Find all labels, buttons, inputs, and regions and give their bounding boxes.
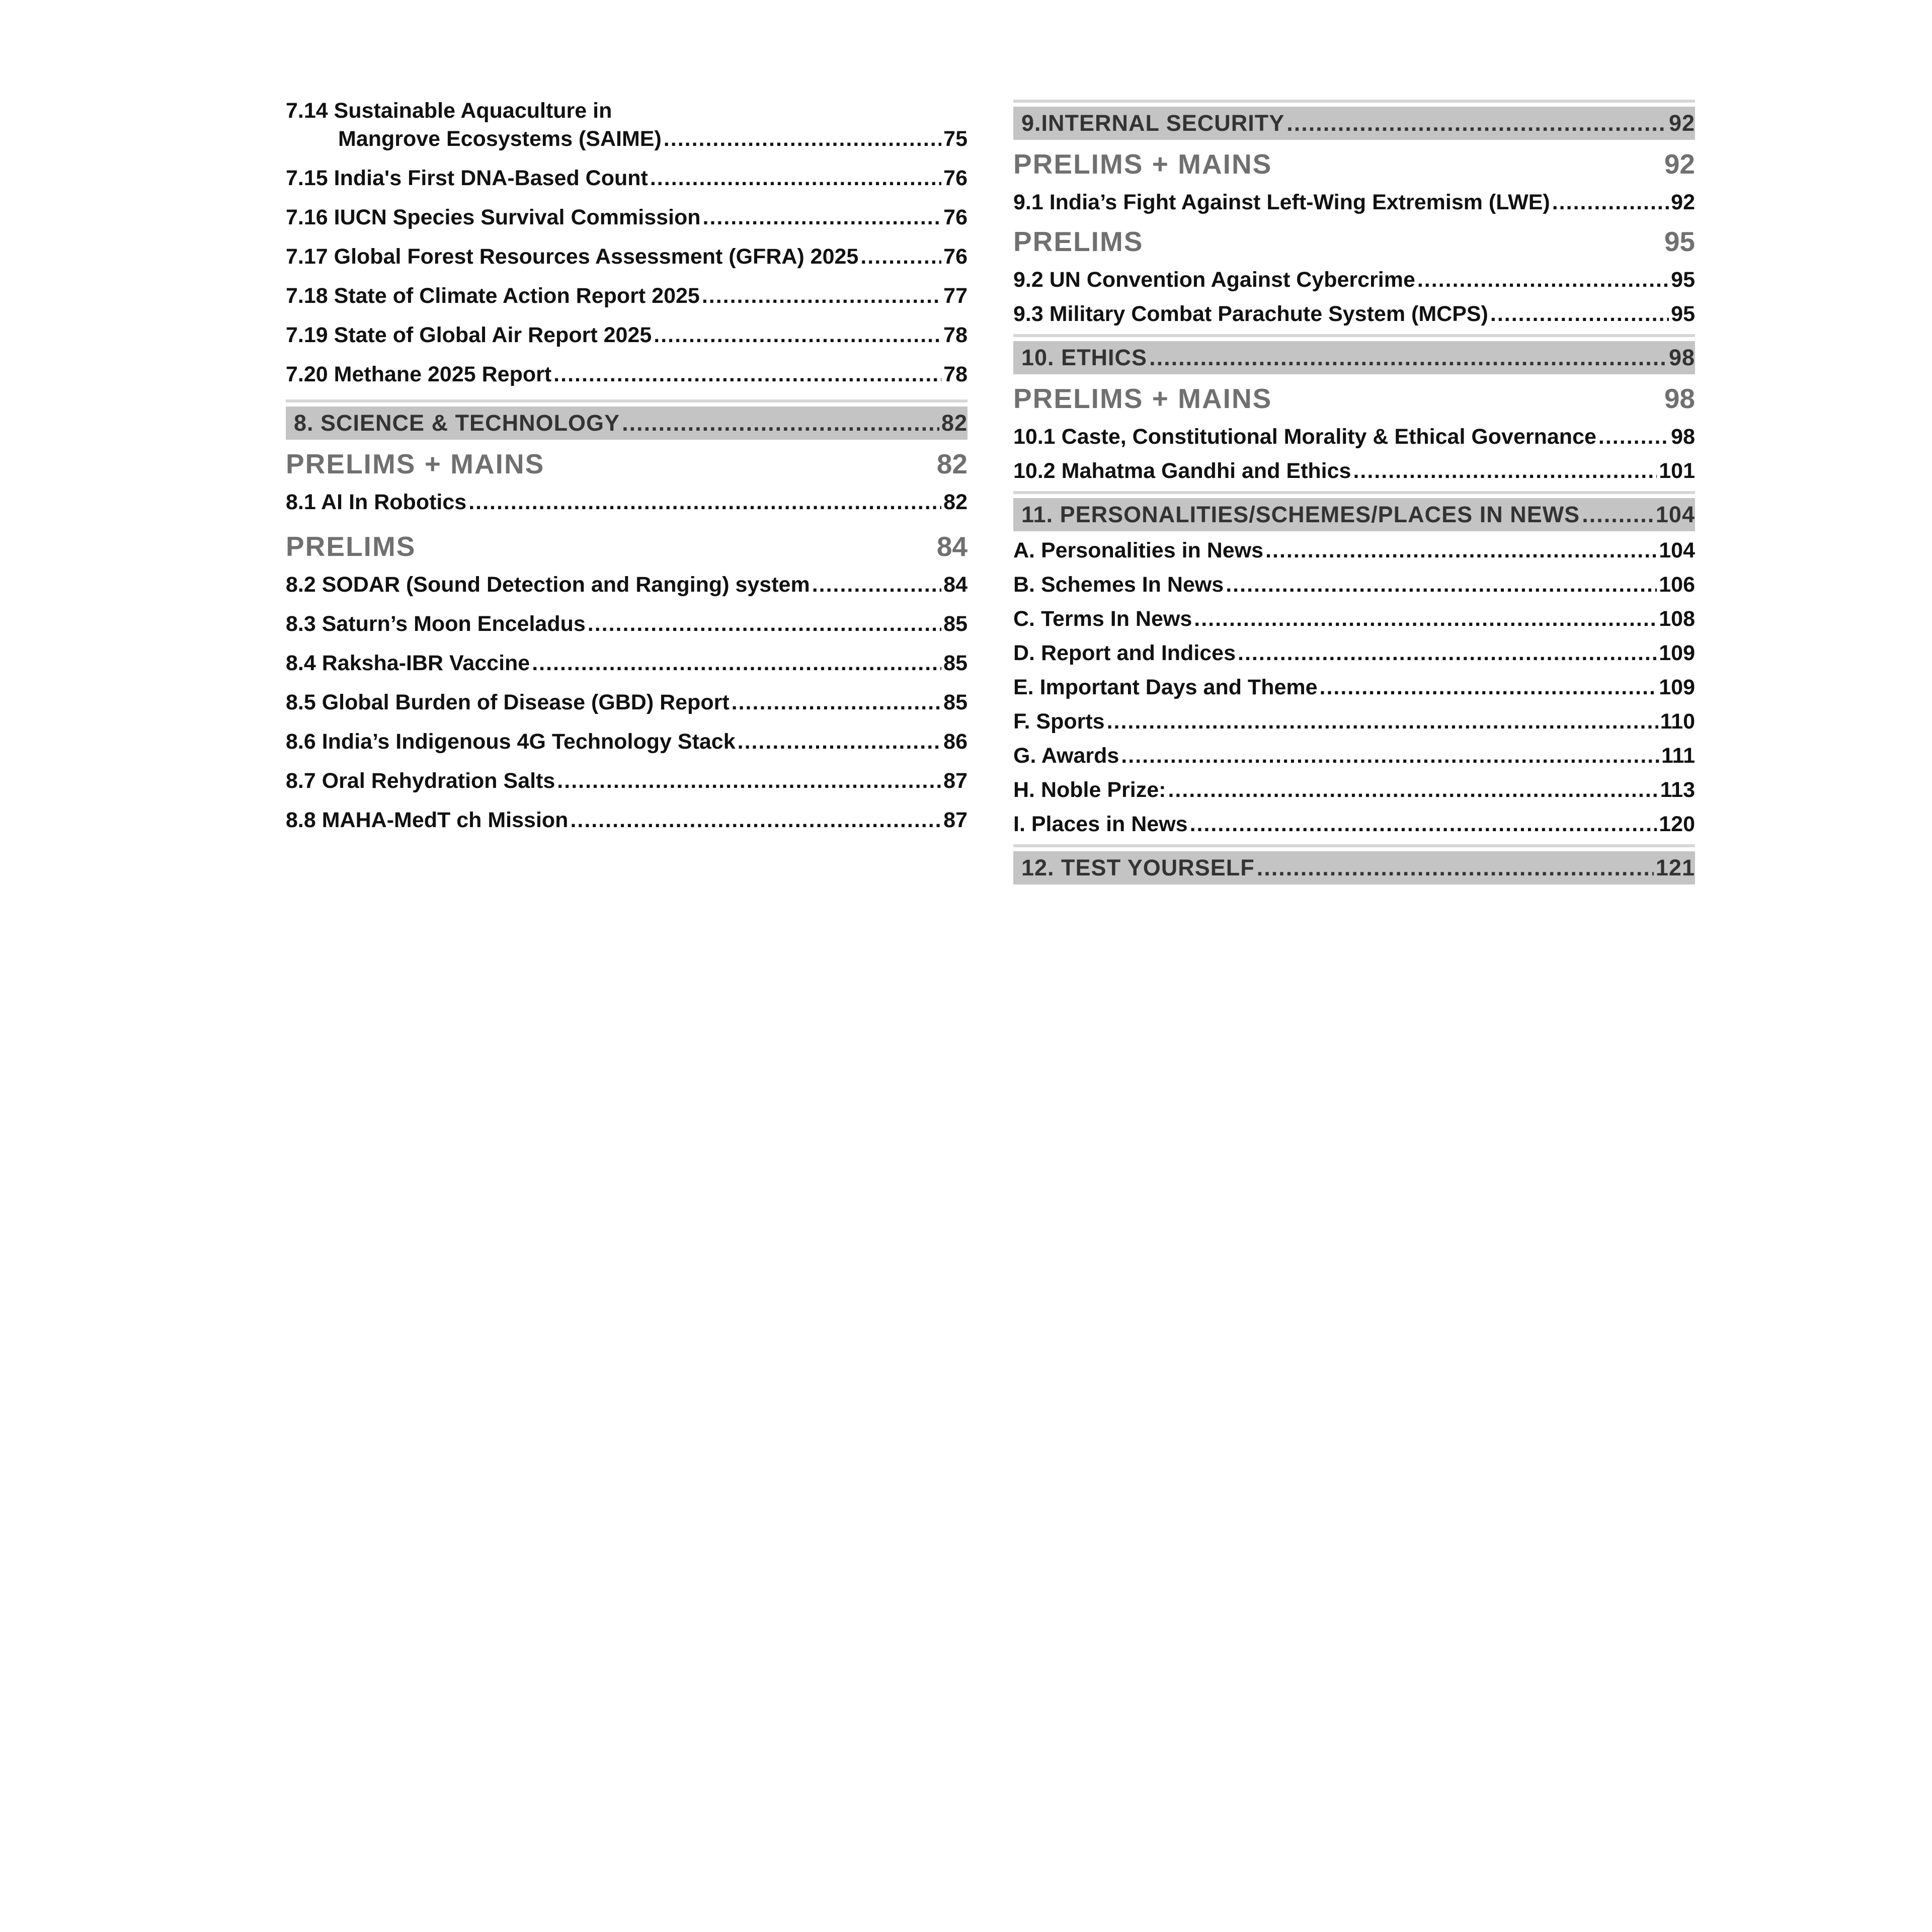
dot-leader [557, 767, 941, 795]
toc-entry-page: 75 [943, 127, 968, 151]
toc-entry[interactable] [1013, 639, 1695, 667]
toc-entry[interactable] [286, 282, 968, 310]
toc-entry-page: 78 [943, 362, 968, 386]
toc-entry-page: 78 [943, 323, 968, 347]
toc-entry-title: 7.14 Sustainable Aquaculture in [286, 99, 612, 123]
toc-entry[interactable] [1013, 707, 1695, 736]
dot-leader [650, 164, 941, 192]
dot-leader [1598, 423, 1669, 451]
section-page: 98 [1668, 345, 1695, 370]
toc-entry-page: 82 [943, 490, 968, 514]
toc-entry-page: 120 [1659, 812, 1695, 836]
toc-entry-page: 106 [1659, 573, 1695, 597]
dot-leader [1286, 107, 1667, 140]
dot-leader [654, 321, 941, 349]
toc-entry-page: 108 [1659, 607, 1695, 631]
toc-entry[interactable] [286, 488, 968, 516]
toc-entry-page: 87 [943, 769, 968, 793]
dot-leader [703, 203, 942, 231]
section-heading-10[interactable] [1013, 334, 1695, 374]
dot-leader [860, 243, 941, 271]
toc-entry-page: 110 [1660, 709, 1695, 734]
dot-leader [1107, 707, 1658, 736]
toc-entry[interactable] [286, 360, 968, 388]
toc-entry-page: 76 [943, 205, 968, 229]
dot-leader [738, 728, 942, 756]
toc-entry-page: 77 [943, 284, 968, 308]
section-title: 12. TEST YOURSELF [1021, 855, 1255, 880]
dot-leader [1168, 776, 1658, 804]
toc-group-7 [286, 97, 968, 388]
toc-entry[interactable] [1013, 188, 1695, 216]
toc-right-column [1013, 97, 1695, 890]
toc-entry[interactable] [1013, 605, 1695, 633]
dot-leader [622, 407, 939, 440]
toc-entry-page: 104 [1659, 538, 1695, 562]
toc-entry-page: 86 [943, 730, 968, 754]
toc-entry-title: E. Important Days and Theme [1013, 675, 1318, 699]
dot-leader [1238, 639, 1657, 667]
toc-entry-title: 8.3 Saturn’s Moon Enceladus [286, 612, 586, 636]
section-page: 82 [941, 410, 968, 436]
subsection-page: 84 [936, 531, 968, 562]
toc-entry[interactable] [286, 610, 968, 638]
toc-entry-page: 109 [1659, 675, 1695, 699]
toc-entry-title: 8.4 Raksha-IBR Vaccine [286, 651, 530, 675]
section-title: 10. ETHICS [1021, 345, 1148, 370]
subsection-label: PRELIMS [1013, 226, 1144, 257]
dot-leader [1552, 188, 1669, 216]
toc-entry-title: 8.6 India’s Indigenous 4G Technology Stack [286, 730, 736, 754]
section-title: 9.INTERNAL SECURITY [1021, 110, 1285, 136]
toc-entry-title: 10.1 Caste, Constitutional Morality & Ethical Governance [1013, 425, 1596, 449]
toc-entry[interactable] [286, 203, 968, 231]
toc-entry[interactable] [286, 243, 968, 271]
dot-leader [702, 282, 941, 310]
toc-entry-title: H. Noble Prize: [1013, 778, 1166, 802]
dot-leader [1194, 605, 1657, 633]
toc-entry-title: 7.18 State of Climate Action Report 2025 [286, 284, 700, 308]
dot-leader [1190, 810, 1657, 838]
subsection-page: 95 [1664, 226, 1695, 257]
subsection-prelims-mains [1013, 379, 1695, 418]
subsection-prelims [1013, 222, 1695, 261]
toc-entry-page: 95 [1671, 268, 1695, 292]
toc-entry[interactable] [1013, 423, 1695, 451]
section-page: 92 [1668, 110, 1695, 136]
toc-entry-page: 87 [943, 808, 968, 832]
toc-entry-page: 101 [1659, 459, 1695, 483]
subsection-page: 82 [936, 448, 968, 479]
toc-entry-title: 8.1 AI In Robotics [286, 490, 467, 514]
section-page: 104 [1655, 502, 1695, 527]
subsection-label: PRELIMS + MAINS [1013, 383, 1272, 414]
toc-entry-title: 7.15 India's First DNA-Based Count [286, 166, 648, 190]
toc-entry-page: 85 [943, 690, 968, 714]
dot-leader [588, 610, 941, 638]
toc-entry[interactable] [286, 164, 968, 192]
toc-entry-title: C. Terms In News [1013, 607, 1192, 631]
toc-left-column [286, 97, 968, 845]
toc-entry[interactable] [286, 571, 968, 599]
section-heading-12[interactable] [1013, 844, 1695, 884]
toc-entry-title: 9.3 Military Combat Parachute System (MCPS) [1013, 302, 1488, 326]
toc-entry-title: 8.8 MAHA-MedT ch Mission [286, 808, 569, 832]
dot-leader [1353, 457, 1657, 485]
dot-leader [1490, 300, 1669, 328]
dot-leader [553, 360, 941, 388]
subsection-page: 98 [1664, 383, 1695, 414]
subsection-page: 92 [1664, 148, 1695, 180]
section-title: 8. SCIENCE & TECHNOLOGY [294, 410, 620, 436]
toc-entry-page: 76 [943, 245, 968, 269]
toc-entry-title: 10.2 Mahatma Gandhi and Ethics [1013, 459, 1351, 483]
section-heading-11[interactable] [1013, 491, 1695, 531]
toc-entry[interactable] [286, 688, 968, 716]
dot-leader [812, 571, 941, 599]
toc-entry-page: 92 [1671, 190, 1695, 214]
toc-entry-title: I. Places in News [1013, 812, 1188, 836]
toc-entry-title: 7.16 IUCN Species Survival Commission [286, 205, 701, 229]
toc-entry[interactable] [1013, 810, 1695, 838]
subsection-label: PRELIMS + MAINS [286, 448, 545, 479]
toc-entry[interactable] [286, 728, 968, 756]
toc-entry[interactable] [1013, 266, 1695, 294]
dot-leader [1320, 673, 1657, 701]
toc-entry-title: 7.17 Global Forest Resources Assessment (GFRA) 2025 [286, 245, 859, 269]
toc-entry-title: 7.19 State of Global Air Report 2025 [286, 323, 652, 347]
dot-leader [1226, 571, 1657, 599]
toc-entry-title: 8.5 Global Burden of Disease (GBD) Report [286, 690, 730, 714]
toc-entry-title: G. Awards [1013, 744, 1119, 768]
dot-leader [1149, 341, 1667, 374]
toc-entry-page: 85 [943, 612, 968, 636]
dot-leader [1582, 498, 1654, 531]
dot-leader [1265, 536, 1657, 565]
toc-entry[interactable] [286, 649, 968, 677]
section-heading-9[interactable] [1013, 100, 1695, 140]
toc-entry-page: 84 [943, 573, 968, 597]
toc-entry[interactable] [1013, 776, 1695, 804]
dot-leader [664, 125, 941, 153]
toc-entry-title: F. Sports [1013, 709, 1105, 734]
dot-leader [1417, 266, 1669, 294]
dot-leader [468, 488, 941, 516]
section-page: 121 [1655, 855, 1695, 880]
toc-entry[interactable] [1013, 457, 1695, 485]
toc-entry-page: 109 [1659, 641, 1695, 665]
section-heading-8[interactable] [286, 399, 968, 440]
toc-entry-title-cont: Mangrove Ecosystems (SAIME) [338, 127, 662, 151]
toc-entry[interactable] [286, 767, 968, 795]
subsection-prelims-mains [286, 445, 968, 483]
subsection-prelims [286, 527, 968, 566]
toc-entry[interactable] [1013, 300, 1695, 328]
toc-entry-title: 8.2 SODAR (Sound Detection and Ranging) system [286, 573, 810, 597]
subsection-prelims-mains [1013, 145, 1695, 183]
toc-entry-title: B. Schemes In News [1013, 573, 1224, 597]
toc-entry-title: 7.20 Methane 2025 Report [286, 362, 552, 386]
toc-entry[interactable] [286, 806, 968, 834]
toc-entry-title: 9.2 UN Convention Against Cybercrime [1013, 268, 1415, 292]
toc-entry-page: 95 [1671, 302, 1695, 326]
toc-entry[interactable] [1013, 571, 1695, 599]
toc-entry-title: 8.7 Oral Rehydration Salts [286, 769, 555, 793]
dot-leader [570, 806, 941, 834]
toc-entry[interactable] [1013, 536, 1695, 565]
toc-entry[interactable] [1013, 742, 1695, 770]
toc-entry[interactable] [1013, 673, 1695, 701]
toc-entry-page: 76 [943, 166, 968, 190]
dot-leader [732, 688, 942, 716]
toc-entry-title: 9.1 India’s Fight Against Left-Wing Extremism (LWE) [1013, 190, 1550, 214]
toc-entry[interactable] [286, 321, 968, 349]
dot-leader [532, 649, 941, 677]
toc-entry-title: A. Personalities in News [1013, 538, 1264, 562]
toc-entry-page: 111 [1661, 744, 1695, 768]
toc-entry[interactable] [286, 97, 968, 153]
toc-entry-page: 98 [1671, 425, 1695, 449]
toc-entry-page: 85 [943, 651, 968, 675]
toc-entry-page: 113 [1660, 778, 1695, 802]
toc-entry-title: D. Report and Indices [1013, 641, 1236, 665]
dot-leader [1121, 742, 1659, 770]
dot-leader [1257, 851, 1654, 884]
section-title: 11. PERSONALITIES/SCHEMES/PLACES IN NEWS [1021, 502, 1580, 527]
subsection-label: PRELIMS + MAINS [1013, 148, 1272, 180]
subsection-label: PRELIMS [286, 531, 416, 562]
